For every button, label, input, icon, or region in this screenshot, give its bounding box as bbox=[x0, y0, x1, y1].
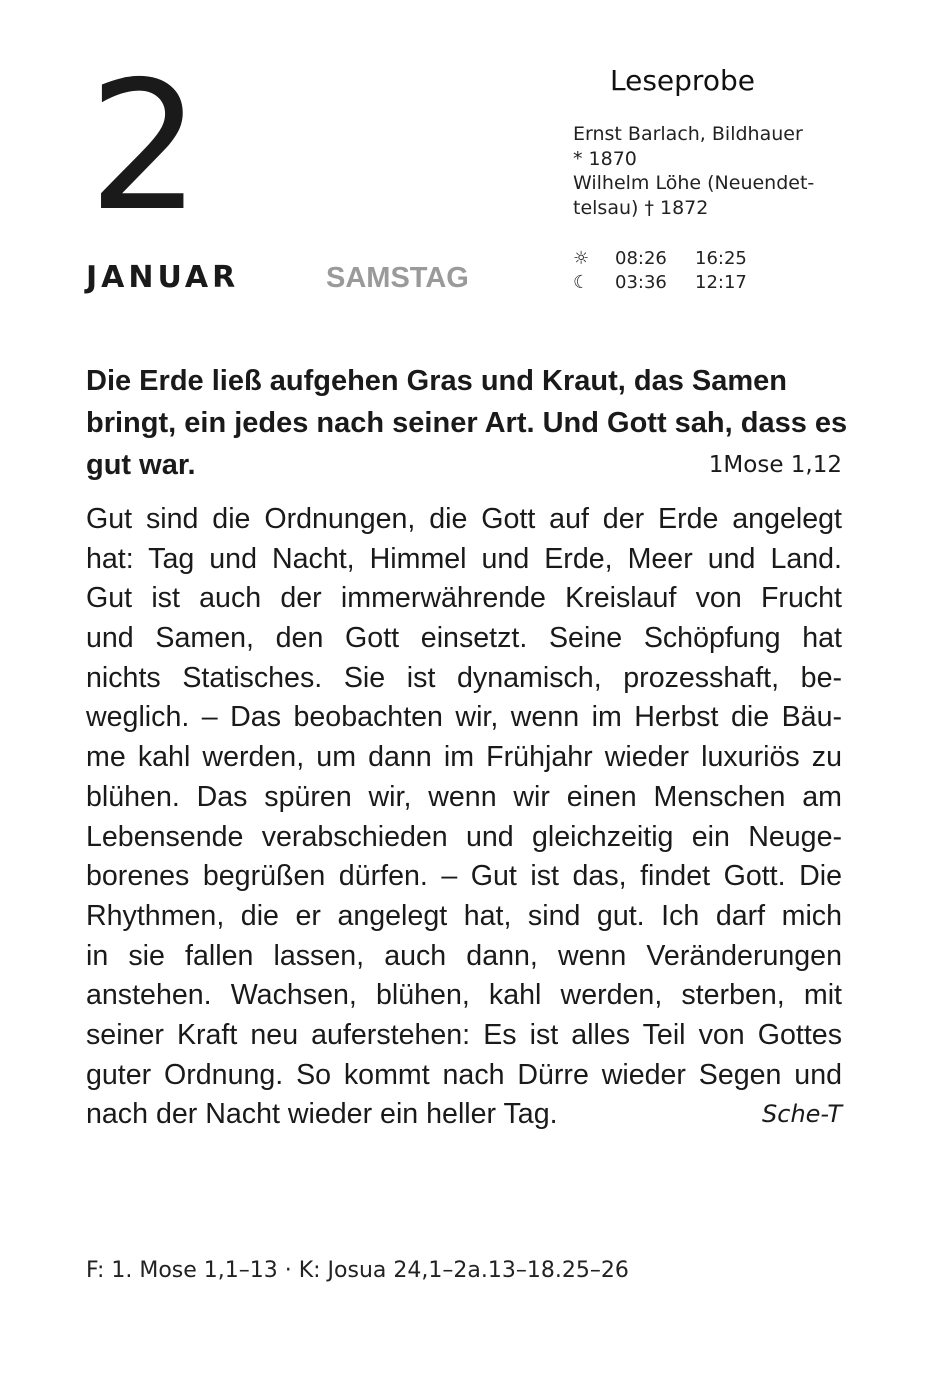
note-line: * 1870 bbox=[573, 147, 637, 170]
moonrise-time: 03:36 bbox=[615, 272, 667, 293]
verse-reference: 1Mose 1,12 bbox=[708, 452, 842, 478]
body-line: und Samen, den Gott einsetzt. Seine Schöpfung hat bbox=[86, 622, 842, 655]
day-number: 2 bbox=[88, 43, 198, 250]
body-line: nach der Nacht wieder ein heller Tag. bbox=[86, 1098, 558, 1131]
month-label: JANUAR bbox=[86, 260, 240, 295]
body-line: seiner Kraft neu auferstehen: Es ist alles Teil von Gottes bbox=[86, 1018, 842, 1051]
verse-line: bringt, ein jedes nach seiner Art. Und Gott sah, dass es bbox=[86, 407, 848, 439]
devotional-text bbox=[86, 500, 842, 1135]
body-line: guter Ordnung. So kommt nach Dürre wieder Segen und bbox=[86, 1058, 842, 1091]
sunrise-time: 08:26 bbox=[615, 248, 667, 269]
reading-references: F: 1. Mose 1,1–13 · K: Josua 24,1–2a.13–18.25–26 bbox=[86, 1258, 629, 1283]
moonset-time: 12:17 bbox=[695, 272, 747, 293]
verse-line: Die Erde ließ aufgehen Gras und Kraut, das Samen bbox=[86, 365, 788, 397]
body-line: anstehen. Wachsen, blühen, kahl werden, sterben, mit bbox=[86, 979, 842, 1012]
body-line: borenes begrüßen dürfen. – Gut ist das, findet Gott. Die bbox=[86, 860, 842, 893]
body-last-line bbox=[86, 1095, 842, 1135]
commemoration-notes bbox=[573, 122, 833, 220]
moon-icon: ☾ bbox=[573, 272, 590, 293]
sunset-time: 16:25 bbox=[695, 248, 747, 269]
sun-icon: ☼ bbox=[573, 248, 590, 269]
weekday-label: SAMSTAG bbox=[326, 262, 469, 294]
body-line: Gut ist auch der immerwährende Kreislauf von Frucht bbox=[86, 582, 842, 615]
author-signature: Sche-T bbox=[762, 1100, 842, 1129]
leseprobe-label: Leseprobe bbox=[610, 64, 755, 97]
note-line: Wilhelm Löhe (Neuendet- bbox=[573, 172, 815, 194]
verse-line: gut war. 1Mose 1,12 bbox=[86, 444, 842, 486]
body-line: weglich. – Das beobachten wir, wenn im Herbst die Bäu- bbox=[86, 701, 842, 734]
body-line: Lebensende verabschieden und gleichzeitig ein Neuge- bbox=[86, 820, 842, 853]
moon-row bbox=[573, 271, 747, 295]
body-line: Gut sind die Ordnungen, die Gott auf der Erde angelegt bbox=[86, 503, 842, 535]
body-line: Rhythmen, die er angelegt hat, sind gut. Ich darf mich bbox=[86, 899, 842, 932]
note-line: Ernst Barlach, Bildhauer bbox=[573, 123, 803, 145]
sun-row bbox=[573, 247, 747, 271]
sun-moon-times bbox=[573, 247, 747, 295]
body-line: me kahl werden, um dann im Frühjahr wieder luxuriös zu bbox=[86, 741, 842, 774]
bible-verse bbox=[86, 360, 848, 486]
note-line: telsau) † 1872 bbox=[573, 196, 709, 219]
body-line: blühen. Das spüren wir, wenn wir einen Menschen am bbox=[86, 780, 842, 813]
body-line: in sie fallen lassen, auch dann, wenn Veränderungen bbox=[86, 939, 842, 972]
body-line: hat: Tag und Nacht, Himmel und Erde, Meer und Land. bbox=[86, 542, 842, 575]
body-line: nichts Statisches. Sie ist dynamisch, prozesshaft, be- bbox=[86, 661, 842, 694]
